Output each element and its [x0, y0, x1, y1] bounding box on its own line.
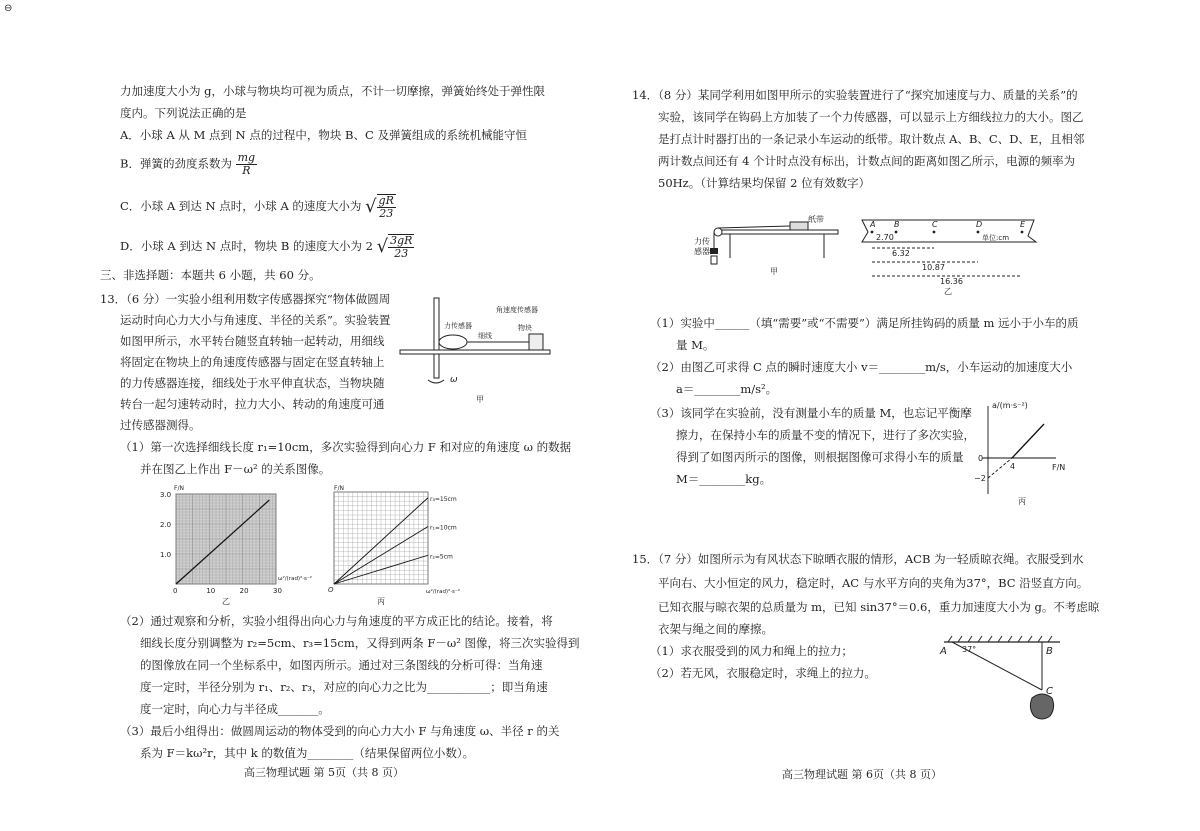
fraction-numerator: gR — [378, 194, 394, 207]
q13-part3: （3）最后小组得出：做圆周运动的物体受到的向心力大小 F 与角速度 ω、半径 r 的关 — [120, 724, 560, 738]
distance-label: 16.36 — [940, 277, 963, 286]
fraction-numerator: mg — [237, 151, 256, 164]
fraction-denominator: 23 — [379, 207, 394, 220]
q15-text: 衣架与绳之间的摩擦。 — [658, 622, 773, 636]
apparatus-figure-jia — [398, 290, 568, 410]
q14-text: 50Hz。（计算结果均保留 2 位有效数字） — [658, 176, 871, 190]
tape-dot — [871, 231, 874, 234]
right-page — [600, 0, 1200, 831]
series-label: r₁=10cm — [430, 524, 457, 532]
figure-caption: 甲 — [770, 267, 778, 276]
rotation-arrow — [428, 380, 444, 383]
q13-part2: 的图像放在同一个坐标系中，如图丙所示。通过对三条图线的分析可得：当角速 — [140, 658, 543, 672]
chart-yi — [158, 484, 313, 606]
q14-text: 14．（8 分）某同学利用如图甲所示的实验装置进行了“探究加速度与力、质量的关系”的 — [632, 88, 1078, 102]
y-tick-label: 1.0 — [160, 551, 172, 559]
tape-dot — [895, 231, 898, 234]
y-tick-label: 2.0 — [160, 521, 172, 529]
x-tick-label: 20 — [239, 587, 249, 595]
point-label: B — [894, 220, 900, 229]
x-axis-label: F/N — [1052, 463, 1066, 472]
q15-text: 平向右、大小恒定的风力，稳定时，AC 与水平方向的夹角为37°，BC 沿竖直方向。 — [658, 576, 1089, 590]
distance-label: 10.87 — [922, 263, 945, 272]
option-b-fraction — [236, 152, 257, 177]
tape-dot — [977, 231, 980, 234]
tape-string — [718, 226, 790, 228]
series-line — [1012, 424, 1044, 458]
series-label: r₂=5cm — [430, 553, 453, 561]
option-b-text: B．弹簧的劲度系数为 — [120, 156, 232, 171]
q14-part3: 得到了如图丙所示的图像，则根据图像可求得小车的质量 — [676, 450, 964, 464]
q14-text: 两计数点间还有 4 个计时点没有标出，计数点间的距离如图乙所示，电源的频率为 — [658, 154, 1076, 168]
option-d-sqrt: √ $\frac{3gR}{23}$ — [376, 234, 413, 260]
q14-part3: M＝________kg。 — [676, 472, 772, 486]
label-omega: ω — [450, 375, 458, 385]
chart-caption: 乙 — [222, 597, 230, 606]
x-axis-label: ω²/(rad)²·s⁻² — [426, 589, 461, 595]
vertical-shaft — [434, 298, 439, 378]
q13-part1: （1）第一次选择细线长度 r₁=10cm，多次实验得到向心力 F 和对应的角速度 ω 的数据 — [120, 440, 572, 454]
chart-bing — [328, 484, 488, 606]
chart-caption: 丙 — [1018, 497, 1026, 506]
q13-text: 的力传感器连接，细线处于水平伸直状态，当物块随 — [120, 376, 385, 390]
page-footer: 高三物理试题 第 6页（共 8 页） — [782, 768, 942, 781]
q13-text: 运动时向心力大小与角速度、半径的关系”。实验装置 — [120, 313, 391, 327]
x-tick-label: 30 — [273, 587, 282, 595]
page-footer: 高三物理试题 第 5页（共 8 页） — [244, 766, 404, 779]
origin-label: O — [328, 586, 334, 594]
label-tape: 纸带 — [808, 215, 824, 224]
figure-caption: 甲 — [476, 395, 484, 404]
chart-acceleration-force — [970, 398, 1070, 508]
point-label: E — [1020, 220, 1026, 229]
label-string: 细线 — [478, 332, 492, 340]
force-sensor-box — [710, 248, 718, 254]
fraction-denominator: 23 — [394, 247, 409, 260]
q13-text: 将固定在物块上的角速度传感器与固定在竖直转轴上 — [120, 355, 385, 369]
q15-part1: （1）求衣服受到的风力和绳上的拉力； — [650, 644, 853, 658]
point-a-label: A — [940, 646, 947, 657]
tape-dot — [933, 231, 936, 234]
section-heading: 三、非选择题：本题共 6 小题，共 60 分。 — [100, 268, 321, 282]
x-tick-label: 0 — [173, 587, 178, 595]
ceiling-hatch — [948, 636, 1052, 642]
dashed-extension — [988, 458, 1012, 478]
label-angular-sensor: 角速度传感器 — [496, 306, 538, 314]
cart-apparatus-figure — [694, 214, 844, 274]
chart-caption: 丙 — [377, 597, 385, 606]
q14-part3: 擦力，在保持小车的质量不变的情况下，进行了多次实验， — [676, 428, 975, 442]
clothesline-figure — [934, 632, 1074, 732]
q14-text: 实验，该同学在钩码上方加装了一个力传感器，可以显示上方细线拉力的大小。图乙 — [658, 110, 1084, 124]
option-c — [120, 194, 396, 220]
y-axis-label: F/N — [174, 485, 184, 492]
series-label: r₃=15cm — [430, 495, 457, 503]
q14-part2: a＝________m/s²。 — [676, 382, 778, 396]
y-tick-label: 3.0 — [160, 491, 172, 499]
paper-tape-figure — [856, 214, 1041, 296]
unit-label: 单位:cm — [982, 234, 1010, 242]
force-sensor — [439, 335, 467, 349]
option-d — [120, 234, 414, 260]
label-block: 物块 — [518, 324, 532, 332]
text-line: 力加速度大小为 g，小球与物块均可视为质点，不计一切摩擦，弹簧始终处于弹性限 — [120, 84, 546, 98]
angle-label: 37° — [962, 645, 977, 654]
q13-text: 如图甲所示，水平转台随竖直转轴一起转动，用细线 — [120, 334, 385, 348]
x-tick-label: 4 — [1010, 462, 1016, 471]
hook-weight — [711, 256, 717, 264]
option-d-text: D．小球 A 到达 N 点时，物块 B 的速度大小为 2 — [120, 239, 373, 253]
q13-part2: 细线长度分别调整为 r₂=5cm、r₃=15cm，又得到两条 F－ω² 图像，将三次实验得到 — [140, 636, 580, 650]
q15-text: 15．（7 分）如图所示为有风状态下晾晒衣服的情形，ACB 为一轻质晾衣绳。衣服受到水 — [632, 552, 1084, 566]
point-c-label: C — [1046, 686, 1053, 697]
q13-text: 过传感器测得。 — [120, 418, 201, 432]
y-tick-label: 0 — [978, 454, 984, 463]
point-label: A — [870, 220, 876, 229]
q15-text: 已知衣服与晾衣架的总质量为 m，已知 sin37°＝0.6，重力加速度大小为 g。不考虑晾 — [658, 600, 1100, 614]
option-c-sqrt: √ $\frac{gR}{23}$ — [365, 194, 394, 220]
fraction-numerator: 3gR — [390, 234, 413, 247]
tape-dot — [1021, 231, 1024, 234]
x-axis-label: ω²/(rad)²·s⁻² — [278, 576, 313, 582]
point-label: C — [932, 220, 938, 229]
q13-part2: （2）通过观察和分析，实验小组得出向心力与角速度的平方成正比的结论。接着，将 — [120, 614, 553, 628]
q13-part1: 并在图乙上作出 F－ω² 的关系图像。 — [140, 462, 331, 476]
option-c-text: C．小球 A 到达 N 点时，小球 A 的速度大小为 — [120, 199, 362, 213]
distance-label: 2.70 — [876, 233, 894, 242]
y-axis-label: F/N — [334, 485, 344, 492]
q14-part3: （3）该同学在实验前，没有测量小车的质量 M，也忘记平衡摩 — [650, 406, 972, 420]
distance-label: 6.32 — [892, 249, 910, 258]
label-force-sensor: 感器 — [694, 247, 710, 256]
option-a: A．小球 A 从 M 点到 N 点的过程中，物块 B、C 及弹簧组成的系统机械能守恒 — [120, 128, 527, 142]
option-b — [120, 152, 257, 177]
text-line: 度内。下列说法正确的是 — [120, 106, 247, 120]
y-tick-label: −2 — [974, 474, 986, 483]
turntable — [400, 350, 550, 354]
cart — [790, 222, 808, 230]
q13-part2: 度一定时，向心力与半径成_______。 — [140, 702, 330, 716]
point-b-label: B — [1046, 646, 1053, 657]
y-axis-label: a/(m·s⁻²) — [992, 401, 1028, 410]
label-force-sensor: 力传 — [694, 237, 710, 246]
q14-part1: （1）实验中______（填“需要”或“不需要”）满足所挂钩码的质量 m 远小于小车的质 — [650, 316, 1079, 330]
track — [718, 230, 838, 234]
q13-text: 13．（6 分）一实验小组利用数字传感器探究“物体做圆周 — [100, 292, 391, 306]
label-force-sensor: 力传感器 — [444, 322, 472, 330]
block — [529, 334, 543, 350]
q13-part2: 度一定时，半径分别为 r₁、r₂、r₃，对应的向心力之比为___________；即当角速 — [140, 680, 548, 694]
point-label: D — [976, 220, 983, 229]
clothes — [1030, 694, 1053, 719]
q13-text: 转台一起匀速转动时，拉力大小、转动的角速度可通 — [120, 397, 385, 411]
corner-mark: ⊖ — [4, 3, 13, 14]
q13-part3: 系为 F＝kω²r，其中 k 的数值为________（结果保留两位小数）。 — [140, 746, 475, 760]
fraction-denominator: R — [242, 164, 251, 177]
x-tick-label: 10 — [206, 587, 216, 595]
q15-part2: （2）若无风，衣服稳定时，求绳上的拉力。 — [650, 666, 876, 680]
q14-text: 是打点计时器打出的一条记录小车运动的纸带。取计数点 A、B、C、D、E，且相邻 — [658, 132, 1085, 146]
q14-part2: （2）由图乙可求得 C 点的瞬时速度大小 v＝________m/s，小车运动的加速度大小 — [650, 360, 1073, 374]
q14-part1: 量 M。 — [676, 338, 715, 352]
pulley — [714, 228, 722, 236]
figure-caption: 乙 — [944, 287, 952, 296]
